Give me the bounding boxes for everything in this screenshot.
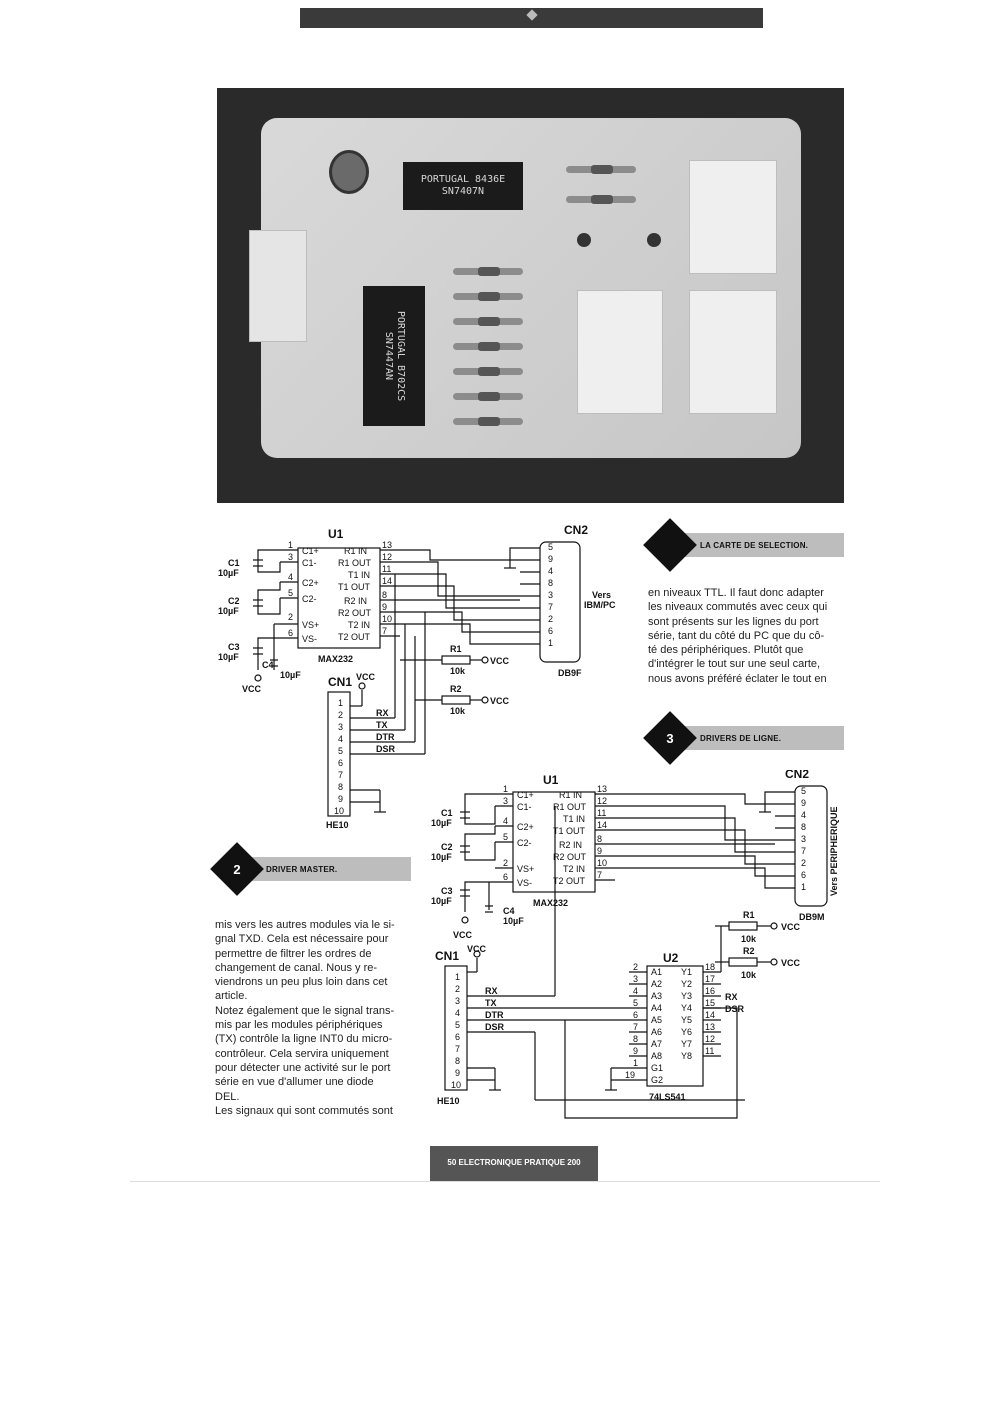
- connector-he10: [249, 230, 307, 342]
- section-title: DRIVER MASTER.: [266, 865, 338, 874]
- pin-number: 1: [503, 784, 509, 794]
- pin-label: T2 IN: [563, 864, 586, 874]
- section-title: LA CARTE DE SELECTION.: [700, 541, 809, 550]
- cap-label: C1: [441, 808, 453, 818]
- pin-label: A2: [651, 979, 663, 989]
- pin-number: 14: [597, 820, 608, 830]
- pin-label: A6: [651, 1027, 663, 1037]
- text-line: mis vers les autres modules via le si-: [215, 919, 395, 931]
- db9-pin: 4: [801, 810, 807, 820]
- pin-label: A8: [651, 1051, 663, 1061]
- pin-number: 7: [382, 626, 388, 636]
- pin-label: R1 OUT: [338, 558, 372, 568]
- pin-label: Y1: [681, 967, 693, 977]
- cn2-ref: CN2: [785, 770, 810, 781]
- cap-label: C2: [441, 842, 453, 852]
- relay-bottom: [689, 290, 777, 414]
- db9-pin: 3: [548, 590, 554, 600]
- vcc-label: VCC: [781, 922, 801, 932]
- cap-value: 10µF: [503, 916, 524, 926]
- chip-top-line1: PORTUGAL 8436E: [420, 174, 506, 185]
- text-line: article.: [215, 990, 248, 1003]
- cn1-pin: 6: [455, 1032, 461, 1042]
- pin-label: A7: [651, 1039, 663, 1049]
- pin-label: A3: [651, 991, 663, 1001]
- pin-number: 8: [633, 1034, 639, 1044]
- pin-number: 5: [633, 998, 639, 1008]
- db9-pin: 9: [801, 798, 807, 808]
- pin-number: 2: [288, 612, 294, 622]
- signal-label: DTR: [485, 1010, 504, 1020]
- vcc-label: VCC: [453, 930, 473, 940]
- cn1-pin: 7: [338, 770, 344, 780]
- vcc-label: VCC: [490, 656, 510, 666]
- db9-pin: 8: [801, 822, 807, 832]
- vcc-label: VCC: [781, 958, 801, 968]
- pin-label: Y4: [681, 1003, 693, 1013]
- db9-pin: 2: [801, 858, 807, 868]
- pin-number: 14: [705, 1010, 716, 1020]
- section-number: 2: [233, 861, 241, 877]
- cap-value: 10µF: [218, 652, 239, 662]
- pin-number: 13: [597, 784, 608, 794]
- pin-label: Y7: [681, 1039, 693, 1049]
- pin-label: G1: [651, 1063, 664, 1073]
- pin-number: 11: [597, 808, 607, 818]
- resistor: [453, 318, 523, 325]
- pin-label: VS-: [517, 878, 533, 888]
- r2-label: R2: [743, 946, 755, 956]
- pin-number: 16: [705, 986, 716, 996]
- seven-segment-display: [577, 290, 663, 414]
- cn1-pin: 2: [455, 984, 461, 994]
- pin-number: 9: [597, 846, 603, 856]
- r1: [442, 656, 470, 664]
- db9-pin: 8: [548, 578, 554, 588]
- pin-number: 4: [503, 816, 509, 826]
- pin-label: C1+: [302, 546, 319, 556]
- capacitor: [329, 150, 369, 194]
- cn1-ref: CN1: [328, 675, 353, 689]
- vcc-label: VCC: [356, 672, 376, 682]
- resistor: [566, 196, 636, 203]
- cn1-pin: 2: [338, 710, 344, 720]
- text-line: té des périphériques. Plutôt que: [648, 644, 804, 657]
- text-line: permettre de filtrer les ordres de: [215, 947, 372, 960]
- pin-label: C2-: [517, 838, 532, 848]
- pin-number: 9: [382, 602, 388, 612]
- db9-pin: 6: [801, 870, 807, 880]
- pin-label: VS+: [517, 864, 535, 874]
- pin-number: 14: [382, 576, 393, 586]
- pin-number: 8: [597, 834, 603, 844]
- cn1-pin: 9: [338, 794, 344, 804]
- cap-label: C4: [262, 660, 274, 670]
- pin-number: 1: [288, 540, 294, 550]
- pin-label: Y5: [681, 1015, 693, 1025]
- dest-label: Vers PERIPHERIQUE: [829, 806, 839, 896]
- r2-value: 10k: [450, 706, 466, 716]
- u1-ref: U1: [328, 527, 344, 541]
- pin-label: T1 IN: [563, 814, 586, 824]
- pin-number: 10: [597, 858, 608, 868]
- vcc-label: VCC: [490, 696, 510, 706]
- pin-label: R2 OUT: [338, 608, 372, 618]
- cap-value: 10µF: [431, 896, 452, 906]
- cn1-pin: 6: [338, 758, 344, 768]
- pin-label: G2: [651, 1075, 664, 1085]
- resistor: [453, 343, 523, 350]
- pin-number: 18: [705, 962, 716, 972]
- r1-value: 10k: [450, 666, 466, 676]
- r1-label: R1: [450, 644, 462, 654]
- pin-label: R1 IN: [559, 790, 583, 800]
- cap-label: C1: [228, 558, 240, 568]
- pin-number: 11: [705, 1046, 715, 1056]
- led: [647, 233, 661, 247]
- pin-number: 13: [382, 540, 393, 550]
- pin-number: 19: [625, 1070, 636, 1080]
- divider: [130, 1181, 880, 1182]
- text-line: Les signaux qui sont commutés sont: [215, 1104, 393, 1117]
- cap-label: C2: [228, 596, 240, 606]
- db9-pin: 5: [548, 542, 554, 552]
- pin-number: 5: [503, 832, 509, 842]
- pin-number: 12: [597, 796, 608, 806]
- resistor: [453, 268, 523, 275]
- pin-number: 3: [503, 796, 509, 806]
- pin-number: 4: [288, 572, 294, 582]
- db9-pin: 1: [548, 638, 554, 648]
- cn2-type: DB9M: [799, 912, 825, 922]
- text-line: en niveaux TTL. Il faut donc adapter: [648, 587, 824, 599]
- schematic-drivers-ligne: [425, 770, 845, 1130]
- text-line: nous avons préféré éclater le tout en: [648, 672, 827, 685]
- pin-number: 9: [633, 1046, 639, 1056]
- pin-number: 6: [503, 872, 509, 882]
- text-column-left: [215, 918, 415, 1118]
- cn2-db9: [795, 786, 827, 906]
- text-line: série, tant du côté du PC que du cô-: [648, 629, 825, 642]
- pin-number: 5: [288, 588, 294, 598]
- cn2-type: DB9F: [558, 668, 582, 678]
- cap-label: C3: [441, 886, 453, 896]
- text-line: les niveaux commutés avec ceux qui: [648, 601, 828, 614]
- cn1-type: HE10: [437, 1096, 460, 1106]
- cn2-db9: [540, 542, 580, 662]
- resistor: [453, 418, 523, 425]
- r1: [729, 922, 757, 930]
- resistor: [453, 393, 523, 400]
- pin-number: 12: [382, 552, 393, 562]
- text-line: série en vue d'allumer une diode: [215, 1076, 374, 1089]
- pin-label: Y2: [681, 979, 693, 989]
- r2-label: R2: [450, 684, 462, 694]
- pin-number: 1: [633, 1058, 639, 1068]
- chip-bottom-line1: PORTUGAL B702CS: [395, 310, 406, 402]
- section-title: DRIVERS DE LIGNE.: [700, 734, 782, 743]
- pin-label: C1-: [302, 558, 317, 568]
- pin-label: C2-: [302, 594, 317, 604]
- cn1-pin: 8: [338, 782, 344, 792]
- pin-number: 6: [633, 1010, 639, 1020]
- r2-value: 10k: [741, 970, 757, 980]
- u1-type: MAX232: [318, 654, 354, 664]
- text-line: sont présents sur les lignes du port: [648, 615, 819, 628]
- signal-label: TX: [485, 998, 497, 1008]
- cap-value: 10µF: [218, 606, 239, 616]
- pin-label: R2 IN: [344, 596, 368, 606]
- cn1-pin: 7: [455, 1044, 461, 1054]
- cap-value: 10µF: [218, 568, 239, 578]
- pin-label: T1 OUT: [338, 582, 371, 592]
- cn1-pin: 4: [455, 1008, 461, 1018]
- cap-value: 10µF: [280, 670, 301, 680]
- signal-label: RX: [725, 992, 738, 1002]
- text-line: d'intégrer le tout sur une seul carte,: [648, 658, 821, 671]
- resistor: [453, 293, 523, 300]
- pin-label: Y3: [681, 991, 693, 1001]
- cn1-ref: CN1: [435, 949, 460, 963]
- db9-pin: 3: [801, 834, 807, 844]
- pin-label: R2 OUT: [553, 852, 587, 862]
- cn1-pin: 1: [455, 972, 461, 982]
- text-line: Notez également que le signal trans-: [215, 1004, 395, 1017]
- cn2-ref: CN2: [564, 523, 589, 537]
- chip-sn7407: [403, 162, 523, 210]
- signal-label: DSR: [725, 1004, 745, 1014]
- pin-label: A1: [651, 967, 663, 977]
- dest-line2: IBM/PC: [584, 600, 616, 610]
- text-line: changement de canal. Nous y re-: [215, 961, 378, 974]
- u1-type: MAX232: [533, 898, 569, 908]
- pin-label: C1-: [517, 802, 532, 812]
- text-column-right: [648, 586, 848, 686]
- pin-label: T1 IN: [348, 570, 371, 580]
- db9-pin: 9: [548, 554, 554, 564]
- pin-label: T1 OUT: [553, 826, 586, 836]
- pin-number: 3: [288, 552, 294, 562]
- cn1-pin: 3: [338, 722, 344, 732]
- resistor: [566, 166, 636, 173]
- u1-ref: U1: [543, 773, 559, 787]
- vcc-label: VCC: [242, 684, 262, 694]
- pin-label: R1 OUT: [553, 802, 587, 812]
- signal-label: DSR: [485, 1022, 505, 1032]
- u2-type: 74LS541: [649, 1092, 686, 1102]
- cn1-pin: 10: [334, 806, 345, 816]
- db9-pin: 7: [801, 846, 807, 856]
- pin-label: C2+: [302, 578, 319, 588]
- text-line: (TX) contrôle la ligne INT0 du micro-: [215, 1033, 393, 1046]
- pin-number: 10: [382, 614, 393, 624]
- pin-number: 2: [633, 962, 639, 972]
- cap-value: 10µF: [431, 852, 452, 862]
- chip-top-line2: SN7407N: [441, 186, 485, 197]
- db9-pin: 2: [548, 614, 554, 624]
- r1-label: R1: [743, 910, 755, 920]
- section-number: 3: [666, 730, 674, 746]
- pin-number: 7: [597, 870, 603, 880]
- pin-number: 15: [705, 998, 716, 1008]
- cap-label: C4: [503, 906, 515, 916]
- db9-pin: 6: [548, 626, 554, 636]
- pin-number: 3: [633, 974, 639, 984]
- cn1-pin: 1: [338, 698, 344, 708]
- cn1-pin: 5: [338, 746, 344, 756]
- signal-label: TX: [376, 720, 388, 730]
- signal-label: RX: [376, 708, 389, 718]
- pin-number: 8: [382, 590, 388, 600]
- text-line: mis par les modules périphériques: [215, 1019, 383, 1032]
- pin-label: T2 OUT: [338, 632, 371, 642]
- signal-label: DTR: [376, 732, 395, 742]
- cn1-type: HE10: [326, 820, 349, 830]
- pin-number: 17: [705, 974, 716, 984]
- relay-top: [689, 160, 777, 274]
- cn1-pin: 3: [455, 996, 461, 1006]
- cap-label: C3: [228, 642, 240, 652]
- resistor: [453, 368, 523, 375]
- u2-ref: U2: [663, 951, 679, 965]
- pin-label: A5: [651, 1015, 663, 1025]
- r1-value: 10k: [741, 934, 757, 944]
- pin-number: 6: [288, 628, 294, 638]
- pin-label: C1+: [517, 790, 534, 800]
- pin-number: 4: [633, 986, 639, 996]
- db9-pin: 4: [548, 566, 554, 576]
- pin-number: 2: [503, 858, 509, 868]
- cn1-pin: 9: [455, 1068, 461, 1078]
- pin-label: R2 IN: [559, 840, 583, 850]
- db9-pin: 1: [801, 882, 807, 892]
- led: [577, 233, 591, 247]
- pin-label: Y6: [681, 1027, 693, 1037]
- pin-label: VS-: [302, 634, 318, 644]
- pin-number: 11: [382, 564, 392, 574]
- pin-label: R1 IN: [344, 546, 368, 556]
- cn1-pin: 4: [338, 734, 344, 744]
- pin-number: 7: [633, 1022, 639, 1032]
- cn1-pin: 10: [451, 1080, 462, 1090]
- text-line: pour détecter une activité sur le port: [215, 1061, 391, 1074]
- signal-label: DSR: [376, 744, 396, 754]
- vcc-label: VCC: [467, 944, 487, 954]
- text-line: gnal TXD. Cela est nécessaire pour: [215, 933, 389, 946]
- chip-bottom-line2: SN7447AN: [383, 331, 394, 381]
- cap-value: 10µF: [431, 818, 452, 828]
- cn1-pin: 8: [455, 1056, 461, 1066]
- chip-sn7447: [363, 286, 425, 426]
- pin-label: VS+: [302, 620, 320, 630]
- section-number: [651, 526, 689, 564]
- pin-number: 12: [705, 1034, 716, 1044]
- pcb-board: [261, 118, 801, 458]
- pin-number: 13: [705, 1022, 716, 1032]
- signal-label: RX: [485, 986, 498, 996]
- cn1-pin: 5: [455, 1020, 461, 1030]
- pin-label: T2 OUT: [553, 876, 586, 886]
- db9-pin: 5: [801, 786, 807, 796]
- db9-pin: 7: [548, 602, 554, 612]
- r2: [729, 958, 757, 966]
- text-line: viendrons un peu plus loin dans cet: [215, 976, 388, 989]
- pcb-photo: [217, 88, 844, 503]
- pin-label: A4: [651, 1003, 663, 1013]
- text-line: DEL.: [215, 1090, 240, 1103]
- pin-label: T2 IN: [348, 620, 371, 630]
- dest-line1: Vers: [592, 590, 612, 600]
- page-footer: 50 ELECTRONIQUE PRATIQUE 200: [447, 1158, 581, 1167]
- pin-label: C2+: [517, 822, 534, 832]
- text-line: contrôleur. Cela servira uniquement: [215, 1047, 389, 1060]
- pin-label: Y8: [681, 1051, 693, 1061]
- r2: [442, 696, 470, 704]
